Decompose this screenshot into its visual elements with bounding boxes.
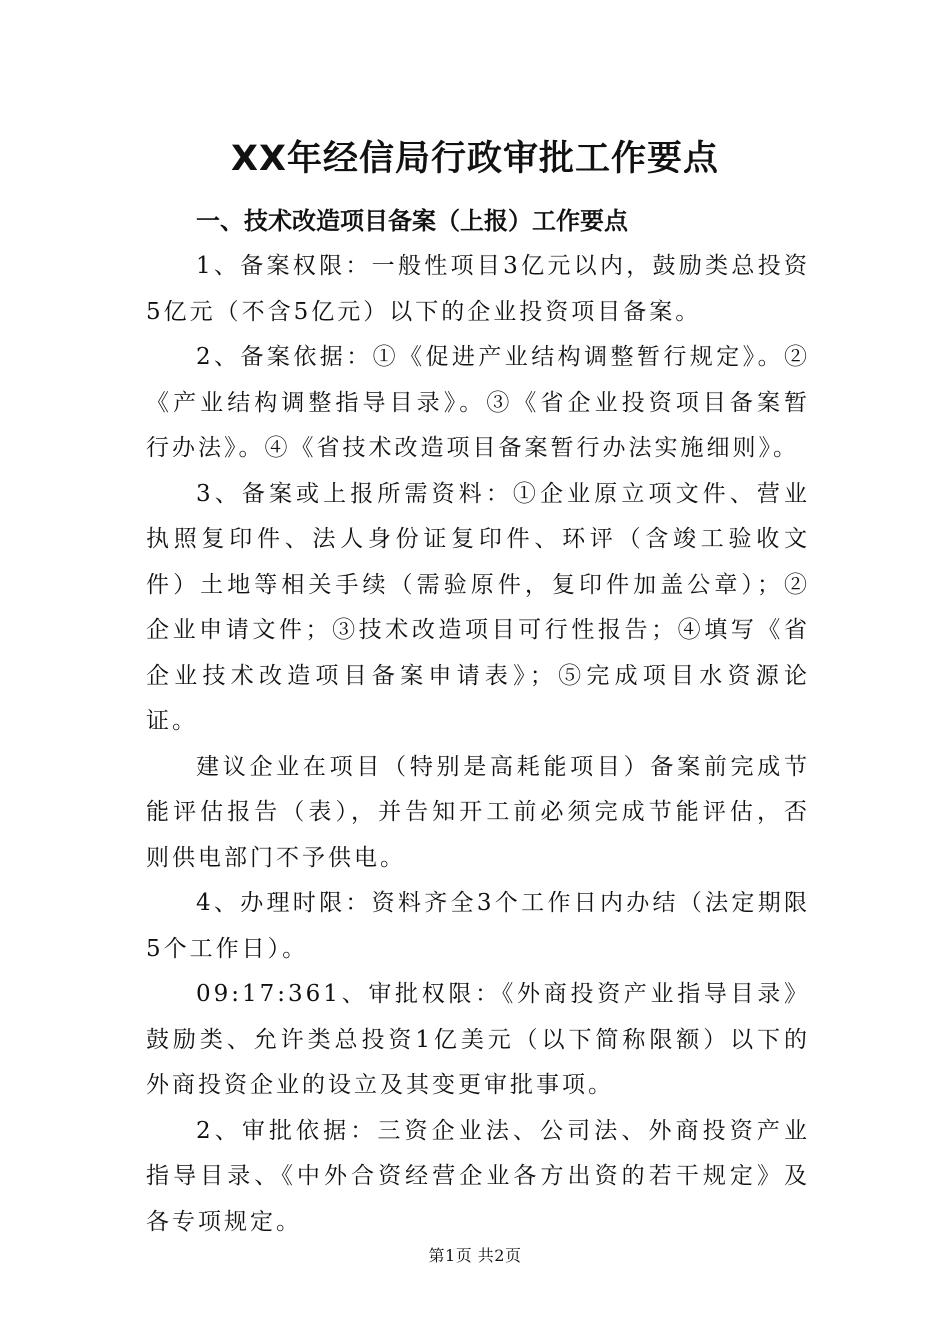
paragraph-filing-authority: 1、备案权限：一般性项目3亿元以内，鼓励类总投资5亿元（不含5亿元）以下的企业投资项目备案。 [146,253,810,325]
paragraph-approval-basis: 2、审批依据：三资企业法、公司法、外商投资产业指导目录、《中外合资经营企业各方出资的若干规定》及各专项规定。 [146,1117,810,1235]
document-body [146,198,810,1245]
paragraph-energy-assessment-advice: 建议企业在项目（特别是高耗能项目）备案前完成节能评估报告（表），并告知开工前必须完成节能评估，否则供电部门不予供电。 [146,753,810,871]
section-heading: 一、技术改造项目备案（上报）工作要点 [196,207,628,235]
paragraph-processing-time: 4、办理时限：资料齐全3个工作日内办结（法定期限5个工作日）。 [146,890,810,962]
paragraph-filing-basis: 2、备案依据：①《促进产业结构调整暂行规定》。②《产业结构调整指导目录》。③《省企业投资项目备案暂行办法》。④《省技术改造项目备案暂行办法实施细则》。 [146,344,810,461]
paragraph-approval-authority: 09:17:361、审批权限：《外商投资产业指导目录》鼓励类、允许类总投资1亿美元（以下简称限额）以下的外商投资企业的设立及其变更审批事项。 [146,981,810,1098]
page-indicator: 第1页 共2页 [428,1246,522,1265]
paragraph-required-materials: 3、备案或上报所需资料：①企业原立项文件、营业执照复印件、法人身份证复印件、环评（含竣工验收文件）土地等相关手续（需验原件，复印件加盖公章）；②企业申请文件；③技术改造项目可行性报告；④填写《省企业技术改造项目备案申请表》；⑤完成项目水资源论证。 [146,480,810,734]
document-title: XX年经信局行政审批工作要点 [231,139,719,179]
